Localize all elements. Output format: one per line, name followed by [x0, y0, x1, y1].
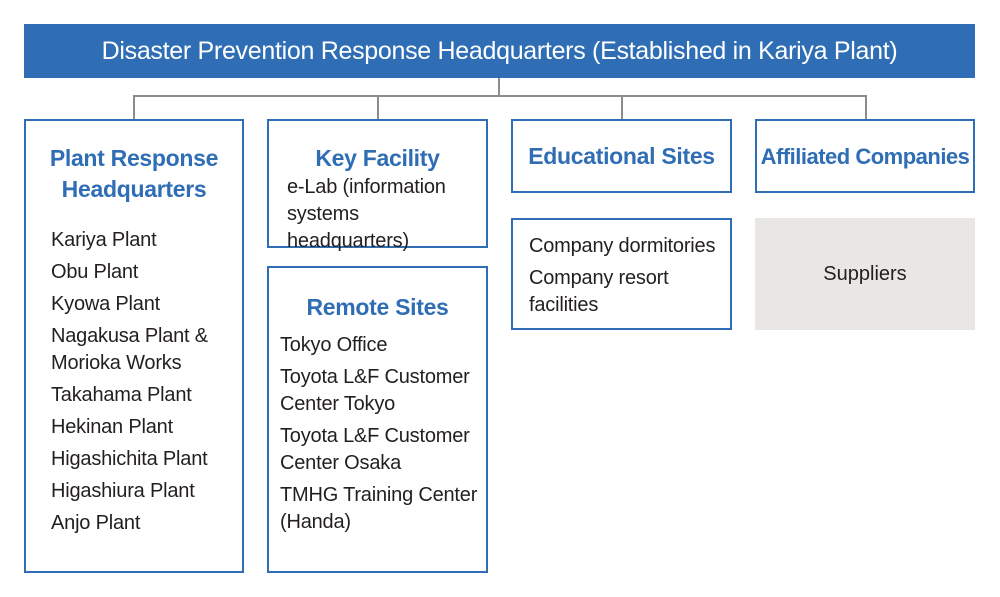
connector-plant-response	[133, 95, 135, 120]
remote-site-line: TMHG Training Center	[280, 484, 478, 506]
plant-item: Higashichita Plant	[51, 448, 208, 470]
headquarters-title: Disaster Prevention Response Headquarters (Established in Kariya Plant)	[101, 36, 898, 65]
plant-response-title	[26, 143, 242, 205]
suppliers-label: Suppliers	[823, 262, 907, 285]
remote-sites-title: Remote Sites	[306, 294, 449, 320]
key-facility-title: Key Facility	[315, 145, 440, 171]
plant-item	[51, 323, 242, 377]
remote-site-item	[280, 332, 486, 359]
key-facility-detail	[269, 174, 486, 255]
key-facility-line2: systems headquarters)	[287, 203, 409, 252]
plant-list	[26, 227, 242, 537]
educational-sites-box	[511, 119, 732, 193]
plant-item: Kariya Plant	[51, 229, 157, 251]
plant-item: Hekinan Plant	[51, 416, 173, 438]
connector-trunk	[498, 78, 500, 96]
plant-item: Obu Plant	[51, 261, 139, 283]
plant-item: Takahama Plant	[51, 384, 192, 406]
connector-horizontal	[133, 95, 867, 97]
headquarters-header	[24, 24, 975, 78]
plant-response-title-line1: Plant Response	[49, 145, 219, 171]
educational-site-item	[529, 233, 730, 260]
remote-site-line: Center Tokyo	[280, 393, 396, 415]
educational-sites-detail-box	[511, 218, 732, 330]
suppliers-box	[755, 218, 975, 330]
key-facility-line1: e-Lab (information	[287, 176, 446, 198]
remote-site-line: (Handa)	[280, 511, 351, 533]
connector-educational-sites	[621, 95, 623, 120]
plant-item: Anjo Plant	[51, 512, 141, 534]
remote-site-line: Tokyo Office	[280, 334, 388, 356]
plant-item-line: Morioka Works	[51, 352, 182, 374]
remote-sites-box	[267, 266, 488, 573]
remote-site-line: Toyota L&F Customer	[280, 425, 470, 447]
educational-sites-title: Educational Sites	[528, 142, 715, 169]
plant-item-line: Nagakusa Plant &	[51, 325, 208, 347]
remote-site-line: Toyota L&F Customer	[280, 366, 470, 388]
educational-site-line: Company dormitories	[529, 235, 716, 257]
plant-item: Kyowa Plant	[51, 293, 160, 315]
key-facility-box	[267, 119, 488, 252]
remote-site-item	[280, 482, 486, 536]
plant-item: Higashiura Plant	[51, 480, 195, 502]
plant-response-box	[24, 119, 244, 573]
educational-sites-list	[513, 233, 730, 319]
remote-site-item	[280, 423, 486, 477]
connector-affiliated-companies	[865, 95, 867, 120]
connector-key-facility	[377, 95, 379, 120]
educational-site-item	[529, 265, 730, 319]
affiliated-companies-box	[755, 119, 975, 193]
educational-site-line: Company resort	[529, 267, 669, 289]
remote-sites-list	[269, 332, 486, 536]
remote-site-line: Center Osaka	[280, 452, 401, 474]
affiliated-companies-title: Affiliated Companies	[760, 143, 970, 169]
remote-site-item	[280, 364, 486, 418]
educational-site-line: facilities	[529, 294, 599, 316]
plant-response-title-line2: Headquarters	[61, 176, 207, 202]
